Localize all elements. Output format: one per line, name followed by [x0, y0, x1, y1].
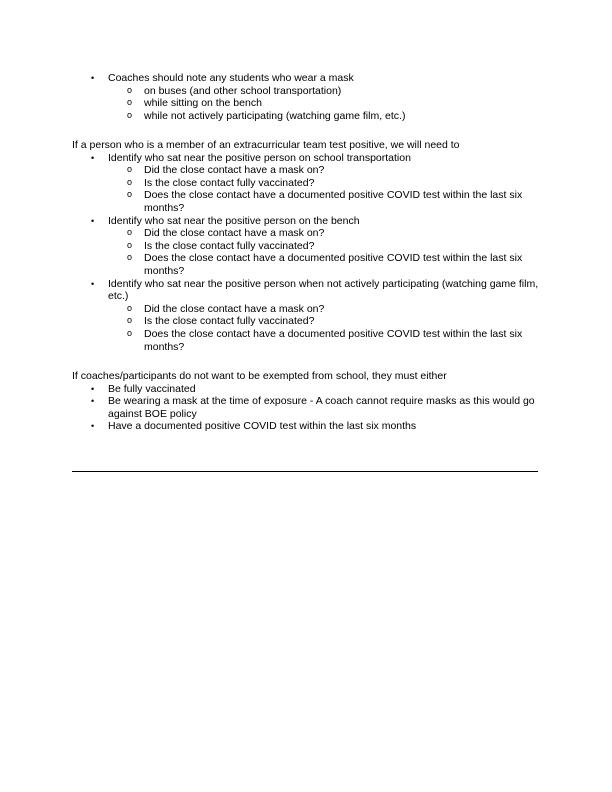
circle-bullet-icon: o: [127, 97, 133, 108]
bullet-icon: •: [91, 278, 95, 289]
circle-bullet-icon: o: [127, 327, 133, 338]
circle-bullet-icon: o: [127, 239, 133, 250]
list-item: [72, 383, 542, 396]
horizontal-divider: [72, 471, 538, 472]
bullet-icon: •: [91, 421, 95, 432]
sub-list-item-text: Does the close contact have a documented positive COVID test within the last six months?: [144, 189, 523, 214]
sub-list-item: [72, 303, 542, 316]
sub-list-item: [72, 189, 542, 214]
list-item-text: Have a documented positive COVID test within the last six months: [108, 420, 417, 433]
bullet-icon: •: [91, 73, 95, 83]
list-item-text: Identify who sat near the positive person on school transportation: [108, 151, 411, 164]
bullet-list: [72, 152, 542, 354]
section-intro: If coaches/participants do not want to be exempted from school, they must either: [72, 370, 447, 382]
sub-list-item-text: Is the close contact fully vaccinated?: [144, 315, 315, 328]
sub-list-item: [72, 252, 542, 277]
section-mask-notes: [72, 72, 542, 122]
sub-list-item-text: Is the close contact fully vaccinated?: [144, 239, 315, 252]
bullet-icon: •: [91, 396, 95, 407]
bullet-list: [72, 72, 542, 122]
sub-list-item-text: while sitting on the bench: [144, 97, 262, 110]
circle-bullet-icon: o: [127, 227, 133, 238]
circle-bullet-icon: o: [127, 109, 133, 120]
bullet-icon: •: [91, 152, 95, 163]
list-item-text: Identify who sat near the positive person on the bench: [108, 214, 360, 227]
section-positive-test: [72, 139, 542, 353]
list-item-text: Be fully vaccinated: [108, 382, 196, 395]
circle-bullet-icon: o: [127, 315, 133, 326]
sub-list-item: [72, 85, 542, 98]
sub-list-item-text: on buses (and other school transportation): [144, 84, 342, 97]
sub-list-item: [72, 164, 542, 177]
section-exemption: [72, 370, 542, 433]
circle-bullet-icon: o: [127, 189, 133, 200]
bullet-icon: •: [91, 383, 95, 394]
sub-list-item: [72, 177, 542, 190]
circle-bullet-icon: o: [127, 302, 133, 313]
list-item: [72, 215, 542, 228]
sub-list-item: [72, 240, 542, 253]
sub-list-item-text: Is the close contact fully vaccinated?: [144, 176, 315, 189]
sub-list-item-text: Did the close contact have a mask on?: [144, 302, 325, 315]
sub-list-item: [72, 97, 542, 110]
bullet-list: [72, 383, 542, 433]
circle-bullet-icon: o: [127, 252, 133, 263]
sub-list-item-text: Did the close contact have a mask on?: [144, 227, 325, 240]
sub-list-item: [72, 315, 542, 328]
sub-list-item: [72, 110, 542, 123]
sub-list-item: [72, 227, 542, 240]
sub-list-item-text: while not actively participating (watching game film, etc.): [144, 109, 406, 122]
list-item: [72, 72, 542, 85]
bullet-icon: •: [91, 215, 95, 226]
sub-list-item-text: Does the close contact have a documented positive COVID test within the last six months?: [144, 327, 523, 353]
list-item: [72, 395, 542, 420]
circle-bullet-icon: o: [127, 164, 133, 175]
circle-bullet-icon: o: [127, 84, 133, 95]
sub-list-item: [72, 328, 542, 353]
list-item: [72, 420, 542, 433]
list-item: [72, 278, 542, 303]
sub-list-item-text: Does the close contact have a documented positive COVID test within the last six months?: [144, 252, 523, 277]
list-item-text: Coaches should note any students who wear a mask: [108, 72, 354, 84]
section-intro: If a person who is a member of an extracurricular team test positive, we will need to: [72, 139, 460, 151]
list-item-text: Identify who sat near the positive person when not actively participating (watching game film, etc.): [108, 277, 539, 303]
list-item: [72, 152, 542, 165]
sub-list-item-text: Did the close contact have a mask on?: [144, 164, 325, 177]
list-item-text: Be wearing a mask at the time of exposure - A coach cannot require masks as this would go against BOE policy: [108, 395, 535, 420]
circle-bullet-icon: o: [127, 176, 133, 187]
